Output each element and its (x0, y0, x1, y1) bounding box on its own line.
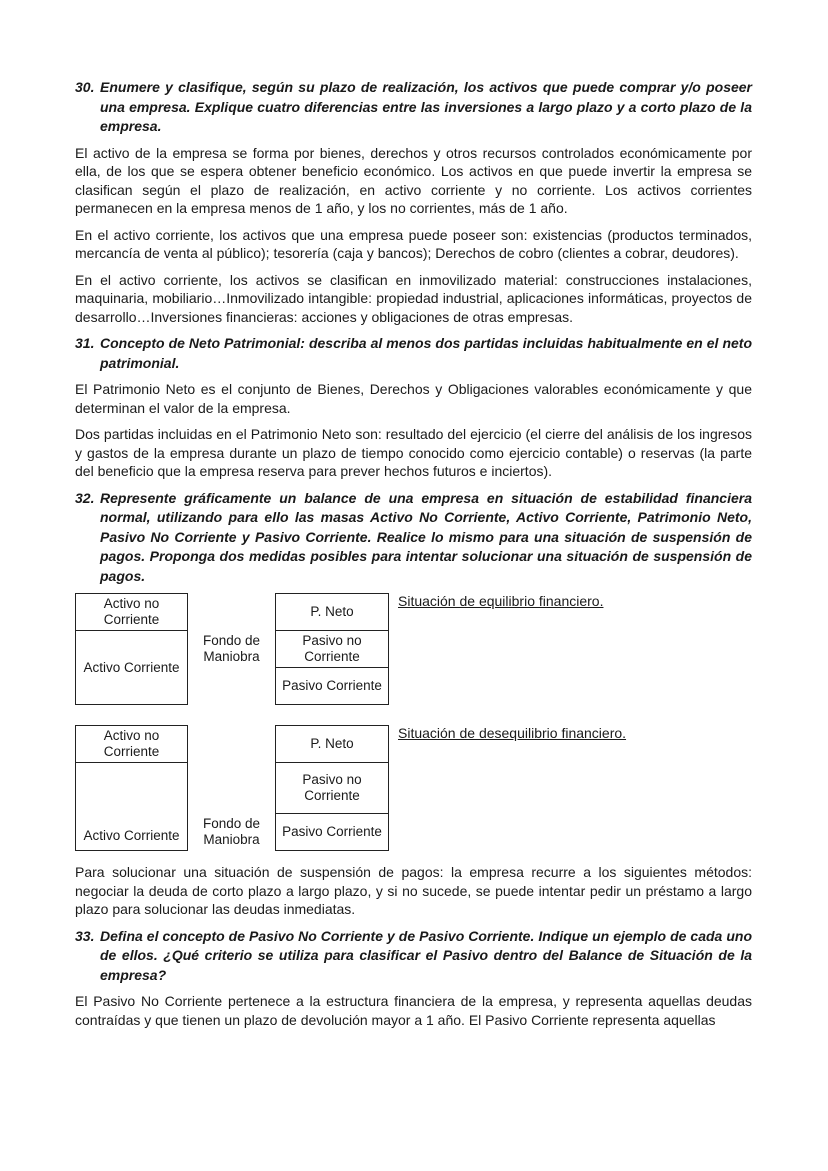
balance-diagram-disequilibrium (75, 725, 752, 853)
activo-no-corriente-box: Activo no Corriente (75, 593, 188, 631)
question-text: Concepto de Neto Patrimonial: describa al menos dos partidas incluidas habitualmente en el neto patrimonial. (100, 335, 752, 371)
question-number: 33. (75, 927, 95, 944)
question-number: 32. (75, 489, 95, 506)
question-text: Represente gráficamente un balance de una empresa en situación de estabilidad financiera normal, utilizando para ello las masas Activo No Corriente, Activo Corriente, Patrimonio Neto, Pasivo No Corriente y Pasivo Corriente. Realice lo mismo para una situación de suspensión de pagos. Proponga dos medidas posibles para intentar solucionar una situación de suspensión de pagos. (100, 489, 752, 584)
question-33 (75, 927, 752, 986)
question-30 (75, 78, 752, 137)
balance-diagram-equilibrium (75, 593, 752, 713)
answer-paragraph: El Pasivo No Corriente pertenece a la estructura financiera de la empresa, y representa aquellas deudas contraídas y que tienen un plazo de devolución mayor a 1 año. El Pasivo Corriente representa aquellas (75, 993, 752, 1028)
pasivo-corriente-box: Pasivo Corriente (275, 667, 389, 705)
pasivo-no-corriente-box: Pasivo no Corriente (275, 630, 389, 668)
answer-paragraph: El Patrimonio Neto es el conjunto de Bienes, Derechos y Obligaciones valorables económicamente y que determinan el valor de la empresa. (75, 381, 752, 416)
answer-paragraph: El activo de la empresa se forma por bienes, derechos y otros recursos controlados económicamente por ella, de los que se espera obtener beneficio económico. Los activos en que puede invertir la empresa se clasifican según el plazo de realización, en activo corriente y no corriente. Los activos corrientes permanecen en la empresa menos de 1 año, y los no corrientes, más de 1 año. (75, 144, 752, 216)
answer-paragraph: En el activo corriente, los activos que una empresa puede poseer son: existencias (productos terminados, mercancía de venta al público); tesorería (caja y bancos); Derechos de cobro (clientes a cobrar, deudores). (75, 226, 752, 261)
p-neto-box: P. Neto (275, 725, 389, 763)
question-number: 31. (75, 335, 95, 351)
fondo-maniobra-label: Fondo de Maniobra (202, 816, 261, 847)
p-neto-box: P. Neto (275, 593, 389, 631)
activo-corriente-box: Activo Corriente (75, 630, 188, 705)
diagram-caption: Situación de equilibrio financiero. (398, 593, 604, 609)
question-text: Enumere y clasifique, según su plazo de realización, los activos que puede comprar y/o poseer una empresa. Explique cuatro diferencias entre las inversiones a largo plazo y a corto plazo de la empresa. (100, 79, 752, 134)
pasivo-corriente-box: Pasivo Corriente (275, 813, 389, 851)
document-page (75, 78, 752, 1037)
question-31 (75, 334, 752, 373)
question-number: 30. (75, 79, 95, 95)
activo-corriente-box: Activo Corriente (75, 762, 188, 851)
diagram-caption: Situación de desequilibrio financiero. (398, 725, 627, 741)
answer-paragraph: Dos partidas incluidas en el Patrimonio Neto son: resultado del ejercicio (el cierre del análisis de los ingresos y gastos de la empresa durante un plazo de tiempo conocido como ejercicio contable) o reservas (la parte del beneficio que la empresa reserva para prever hechos futuros e inciertos). (75, 426, 752, 479)
activo-no-corriente-box: Activo no Corriente (75, 725, 188, 763)
question-text: Defina el concepto de Pasivo No Corriente y de Pasivo Corriente. Indique un ejemplo de cada uno de ellos. ¿Qué criterio se utiliza para clasificar el Pasivo dentro del Balance de Situación de la empresa? (100, 927, 752, 983)
answer-paragraph: En el activo corriente, los activos se clasifican en inmovilizado material: construcciones instalaciones, maquinaria, mobiliario…Inmovilizado intangible: propiedad industrial, aplicaciones informáticas, proyectos de desarrollo…Inversiones financieras: acciones y obligaciones de otras empresas. (75, 271, 752, 325)
answer-paragraph: Para solucionar una situación de suspensión de pagos: la empresa recurre a los siguientes métodos: negociar la deuda de corto plazo a largo plazo, y si no sucede, se puede intentar pedir un préstamo a largo plazo para solucionar las deudas inmediatas. (75, 864, 752, 917)
question-32 (75, 489, 752, 587)
pasivo-no-corriente-box: Pasivo no Corriente (275, 762, 389, 814)
fondo-maniobra-label: Fondo de Maniobra (202, 633, 261, 664)
